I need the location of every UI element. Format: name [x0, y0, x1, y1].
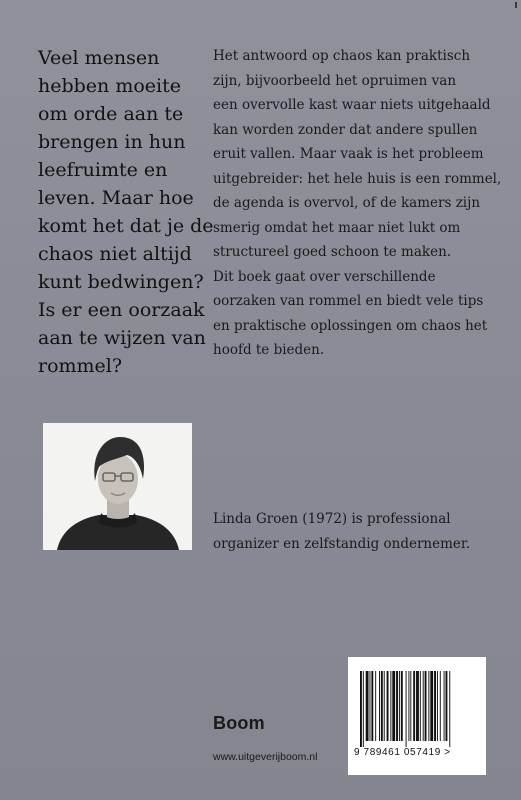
barcode-bar: [413, 671, 415, 741]
barcode-bar: [384, 671, 385, 741]
barcode-bar: [375, 671, 376, 741]
lead-text: Veel mensen hebben moeite om orde aan te brengen in hun leefruimte en leven. Maar hoe komt het dat je de chaos niet altijd kunt bedwingen? Is er een oorzaak aan te wijzen van rommel?: [38, 47, 214, 377]
barcode-bar: [399, 671, 400, 741]
crop-mark: [515, 2, 517, 8]
barcode-bar: [363, 671, 364, 747]
barcode-bar: [392, 671, 395, 741]
barcode-bar: [434, 671, 436, 741]
barcode-bar: [371, 671, 373, 741]
barcode-bar: [446, 671, 448, 741]
barcode-bar: [410, 671, 411, 741]
isbn-number: 9 789461 057419 >: [354, 747, 451, 758]
publisher-logo: Boom: [213, 713, 265, 733]
author-photo: [43, 423, 192, 550]
barcode-bar: [401, 671, 403, 741]
barcode-bar: [428, 671, 429, 741]
barcode-bar: [440, 671, 441, 741]
barcode-bars: [358, 671, 476, 747]
barcode-bar: [406, 671, 407, 747]
barcode-bar: [370, 671, 371, 741]
barcode-bar: [430, 671, 433, 741]
barcode-bar: [379, 671, 380, 741]
author-bio: Linda Groen (1972) is professional organizer en zelfstandig ondernemer.: [213, 511, 471, 552]
barcode-bar: [408, 671, 409, 741]
barcode-bar: [396, 671, 398, 741]
barcode-bar: [360, 671, 362, 747]
barcode-bar: [387, 671, 389, 741]
publisher-url: www.uitgeverijboom.nl: [213, 751, 318, 763]
barcode-bar: [420, 671, 421, 741]
author-portrait-image: [43, 423, 192, 550]
barcode-bar: [444, 671, 445, 741]
barcode-bar: [390, 671, 391, 741]
barcode-bar: [416, 671, 419, 741]
description-text: Het antwoord op chaos kan praktisch zijn, bijvoorbeeld het opruimen van een overvolle kast waar niets uitgehaald kan worden zonder dat andere spullen eruit vallen. Maar vaak is het probleem uitgebreider: het hele huis is een rommel, de agenda is overvol, of de kamers zijn smerig omdat het maar niet lukt om structureel goed schoon te maken. Dit boek gaat over verschillende oorzaken van rommel en biedt vele tips en praktische oplossingen om chaos het hoofd te bieden.: [213, 48, 502, 358]
barcode-bar: [381, 671, 383, 741]
barcode-bar: [449, 671, 450, 747]
isbn-barcode: [348, 657, 486, 775]
barcode-bar: [425, 671, 427, 741]
barcode-bar: [366, 671, 369, 741]
barcode-bar: [437, 671, 438, 741]
barcode-bar: [423, 671, 424, 741]
